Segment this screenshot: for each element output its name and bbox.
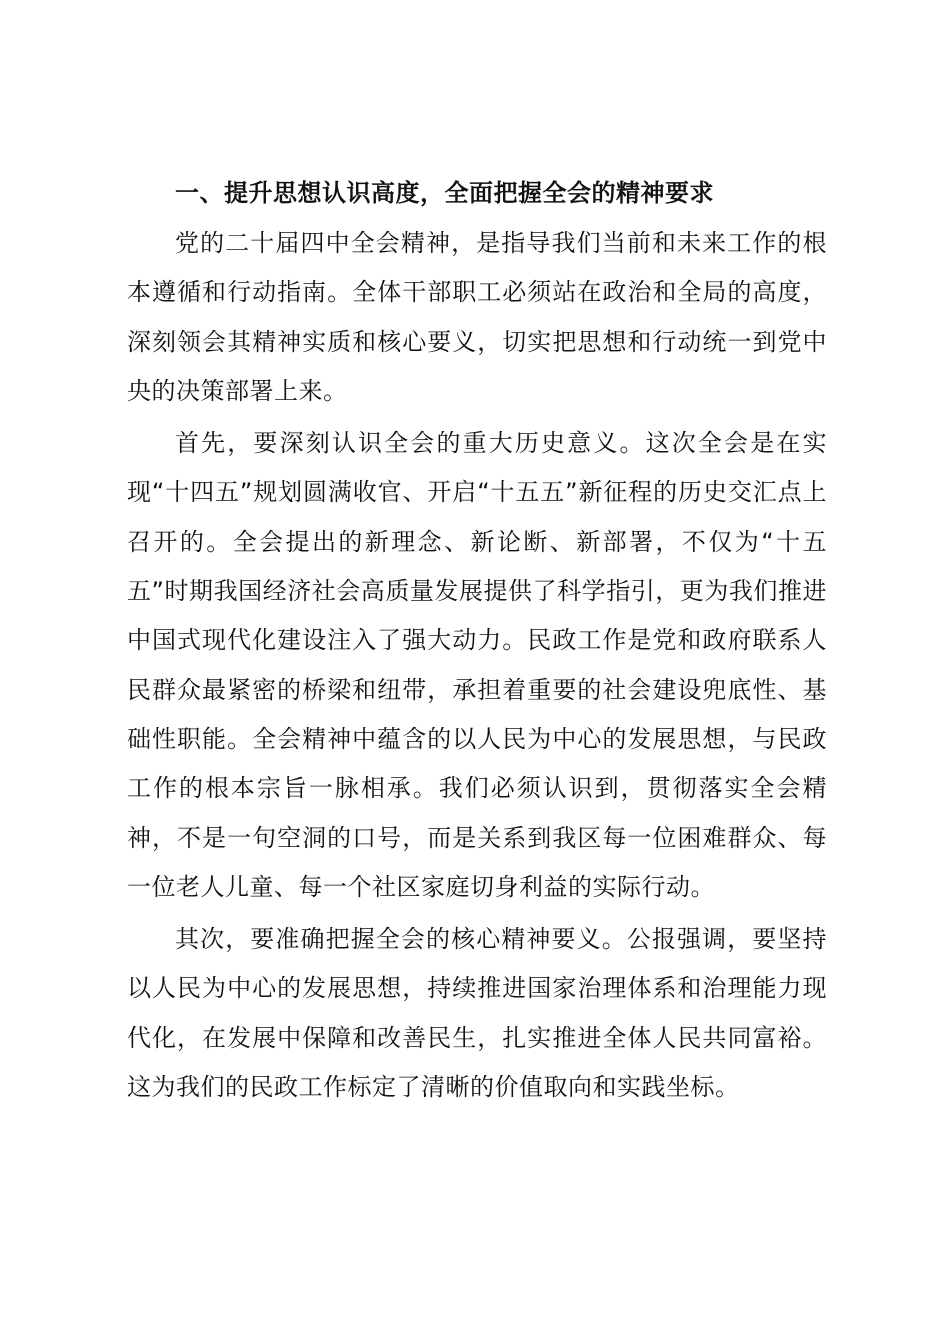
section-heading: 一、提升思想认识高度，全面把握全会的精神要求 [175,179,714,207]
paragraph-2: 首先，要深刻认识全会的重大历史意义。这次全会是在实现“十四五”规划圆满收官、开启“十五五”新征程的历史交汇点上召开的。全会提出的新理念、新论断、新部署，不仅为“十五五”时期我国经济社会高质量发展提供了科学指引，更为我们推进中国式现代化建设注入了强大动力。民政工作是党和政府联系人民群众最紧密的桥梁和纽带，承担着重要的社会建设兜底性、基础性职能。全会精神中蕴含的以人民为中心的发展思想，与民政工作的根本宗旨一脉相承。我们必须认识到，贯彻落实全会精神，不是一句空洞的口号，而是关系到我区每一位困难群众、每一位老人儿童、每一个社区家庭切身利益的实际行动。 [127,429,827,901]
paragraph-3: 其次，要准确把握全会的核心精神要义。公报强调，要坚持以人民为中心的发展思想，持续推进国家治理体系和治理能力现代化，在发展中保障和改善民生，扎实推进全体人民共同富裕。这为我们的民政工作标定了清晰的价值取向和实践坐标。 [127,925,827,1102]
document-body [127,170,827,1112]
paragraph-1: 党的二十届四中全会精神，是指导我们当前和未来工作的根本遵循和行动指南。全体干部职工必须站在政治和全局的高度，深刻领会其精神实质和核心要义，切实把思想和行动统一到党中央的决策部署上来。 [127,229,827,405]
